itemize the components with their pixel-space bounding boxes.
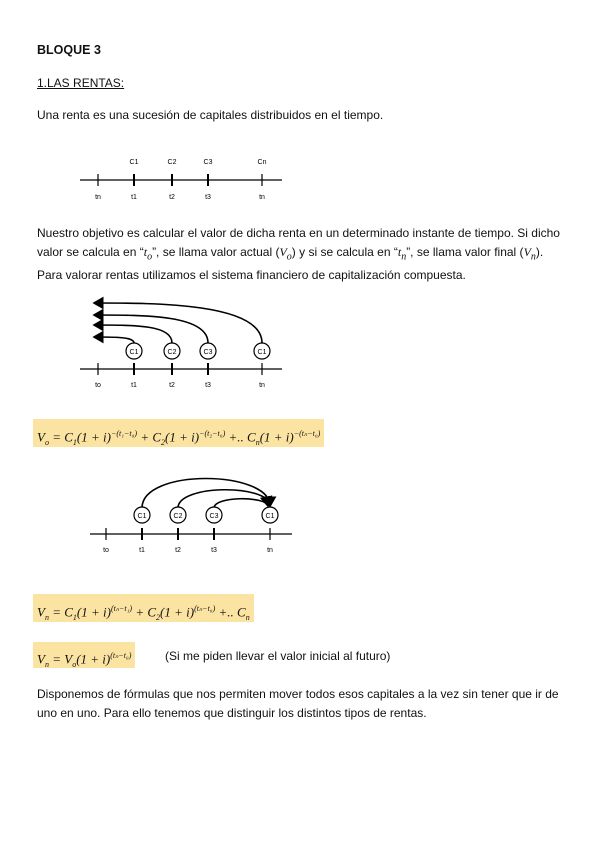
- time-label: to: [103, 547, 109, 554]
- time-label: t3: [205, 382, 211, 389]
- formula-note: (Si me piden llevar el valor inicial al futuro): [165, 649, 391, 663]
- closing-line-2: uno en uno. Para ello tenemos que distinguir los distintos tipos de rentas.: [37, 706, 427, 720]
- time-label: t2: [169, 382, 175, 389]
- capital-label: C3: [203, 159, 213, 166]
- capital-label: C1: [265, 513, 275, 520]
- time-label: t2: [175, 547, 181, 554]
- capitalize-arrow: [214, 499, 268, 508]
- time-label: t3: [205, 194, 211, 201]
- text-fragment: valor se calcula en “: [37, 245, 144, 259]
- capital-label: C3: [209, 513, 219, 520]
- discount-arrow: [94, 337, 134, 343]
- time-label: t1: [131, 194, 137, 201]
- intro-paragraph: Una renta es una sucesión de capitales distribuidos en el tiempo.: [37, 108, 384, 122]
- present-value-formula: $V_o = C_1(1 + i)^{-(t_1-t_0)} + C_2(1 + i)^{-(t_2-t_0)}$ +.. $C_n(1 + i)^{-(t_n-t_0)}$: [33, 419, 324, 447]
- capital-label: C1: [257, 349, 267, 356]
- capitalize-arrow: [142, 479, 270, 509]
- time-label: t1: [139, 547, 145, 554]
- time-label: tn: [267, 547, 273, 554]
- text-fragment: ).: [535, 245, 544, 259]
- objective-paragraph: [37, 224, 562, 285]
- capital-label: C1: [137, 513, 147, 520]
- capital-label: C2: [167, 159, 177, 166]
- time-label: tn: [259, 382, 265, 389]
- capital-label: C1: [129, 349, 139, 356]
- time-label: t3: [211, 547, 217, 554]
- final-value-diagram: [86, 470, 301, 560]
- objective-line-3: Para valorar rentas utilizamos el sistema financiero de capitalización compuesta.: [37, 268, 466, 283]
- time-label: tn: [95, 194, 101, 201]
- closing-line-1: Disponemos de fórmulas que nos permiten mover todos esos capitales a la vez sin tener que ir de: [37, 687, 559, 701]
- initial-to-future-formula: $V_n = V_o(1 + i)^{(t_n-t_0)}$: [33, 642, 135, 668]
- objective-line-1: Nuestro objetivo es calcular el valor de dicha renta en un determinado instante de tiempo. Si dicho: [37, 226, 560, 240]
- capital-label: C2: [167, 349, 177, 356]
- section-title: 1.LAS RENTAS:: [37, 76, 125, 90]
- capital-label: C1: [129, 159, 139, 166]
- time-label: t2: [169, 194, 175, 201]
- page-heading: BLOQUE 3: [37, 43, 101, 57]
- final-value-formula: $V_n = C_1(1 + i)^{(t_n-t_1)} + C_2(1 + i)^{(t_n-t_0)}$ +.. $C_n$: [33, 594, 254, 622]
- objective-line-2: [37, 243, 562, 266]
- t0-symbol: $t_o$: [143, 245, 153, 263]
- time-label: to: [95, 382, 101, 389]
- tn-symbol: $t_n$: [397, 245, 407, 263]
- vn-symbol: $V_n$: [523, 245, 536, 263]
- capitalize-arrow: [178, 490, 270, 508]
- time-label: t1: [131, 382, 137, 389]
- text-fragment: ”, se llama valor final (: [406, 245, 524, 259]
- capital-label: Cn: [257, 159, 267, 166]
- time-label: tn: [259, 194, 265, 201]
- capital-label: C3: [203, 349, 213, 356]
- v0-symbol: $V_o$: [279, 245, 292, 263]
- capital-label: C2: [173, 513, 183, 520]
- text-fragment: ”, se llama valor actual (: [152, 245, 280, 259]
- present-value-diagram: [76, 293, 291, 391]
- closing-paragraph: [37, 685, 562, 723]
- text-fragment: ) y si se calcula en “: [291, 245, 398, 259]
- timeline-diagram-1: [76, 150, 286, 205]
- discount-arrow: [94, 315, 208, 343]
